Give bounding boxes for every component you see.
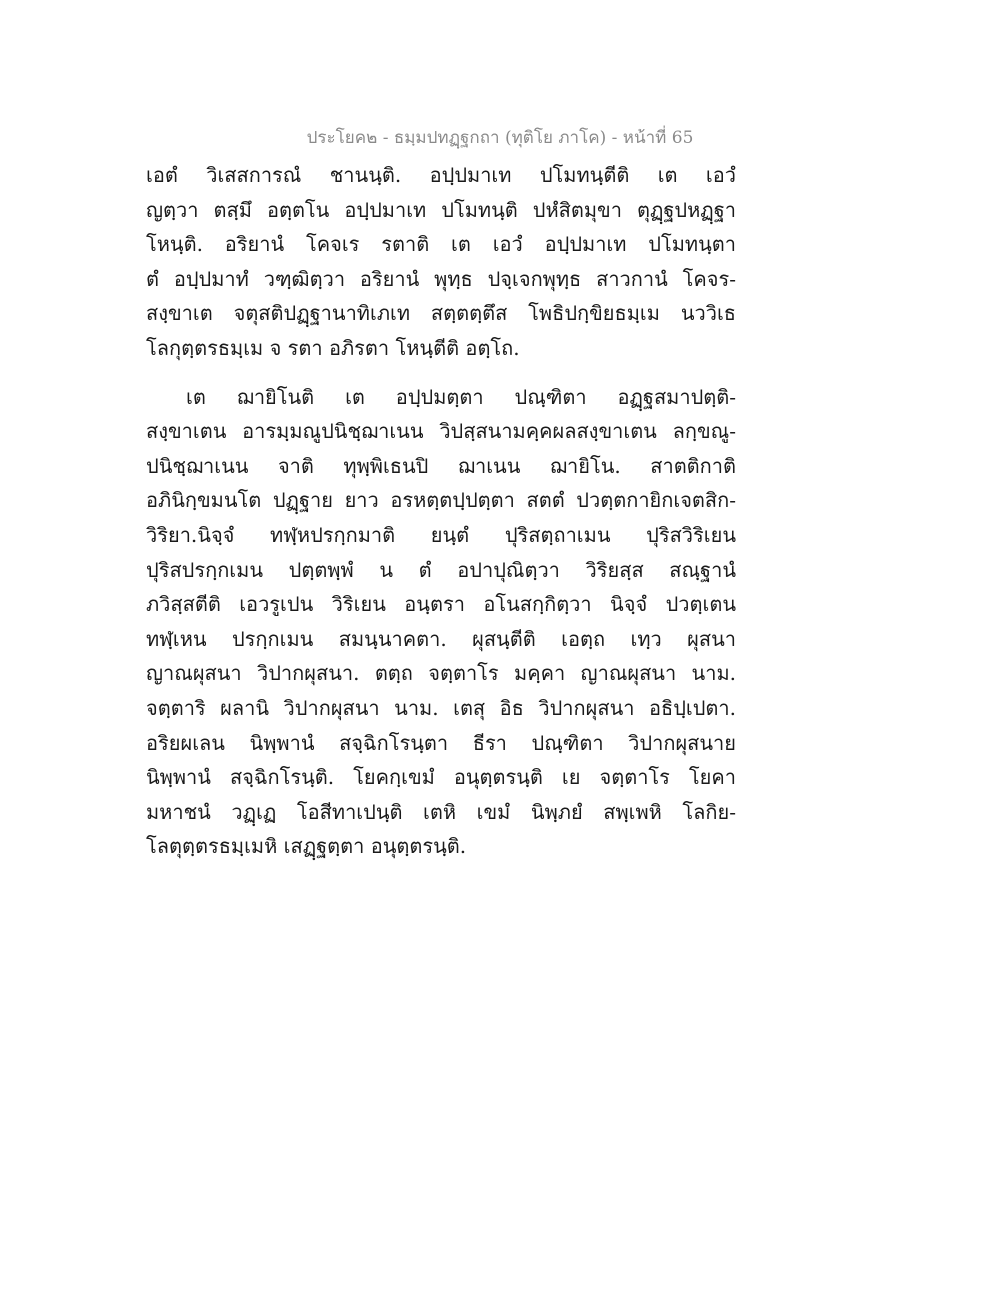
text-line: สงฺขาเต จตุสติปฏฺฐานาทิเภเท สตฺตตฺตึส โพธิปกฺขิยธมฺเม นววิเธ: [146, 301, 736, 326]
text-line: ญาณผุสนา วิปากผุสนา. ตตฺถ จตฺตาโร มคฺคา ญาณผุสนา นาม.: [146, 661, 736, 686]
text-line: โลกุตฺตรธมฺเม จ รตา อภิรตา โหนฺตีติ อตฺโถ.: [146, 335, 520, 360]
text-line: โลตุตฺตรธมฺเมหิ เสฏฺฐตฺตา อนุตฺตรนฺติ.: [146, 834, 467, 859]
text-line: ภวิสฺสตีติ เอวรูเปน วิริเยน อนฺตรา อโนสกฺกิตฺวา นิจฺจํ ปวตฺเตน: [146, 592, 736, 617]
body-text: [146, 158, 736, 864]
text-line: วิริยา.นิจฺจํ ทฬฺหปรกฺกมาติ ยนฺตํ ปุริสตฺถาเมน ปุริสวิริเยน: [146, 522, 736, 547]
paragraph-gap: [146, 366, 736, 380]
paragraph-2: [146, 380, 736, 864]
text-line: จตฺตาริ ผลานิ วิปากผุสนา นาม. เตสุ อิธ วิปากผุสนา อธิปฺเปตา.: [146, 695, 736, 720]
text-line: เอตํ วิเสสการณํ ชานนฺติ. อปฺปมาเท ปโมทนฺตีติ เต เอวํ: [146, 163, 736, 187]
paragraph-1: [146, 158, 736, 366]
text-line: มหาชนํ วฏฺเฏ โอสีทาเปนฺติ เตหิ เขมํ นิพฺภยํ สพฺเพหิ โลกิย-: [146, 799, 736, 824]
running-header: ประโยค๒ - ธมฺมปทฏฺฐกถา (ทุติโย ภาโค) - หน้าที่ 65: [306, 128, 694, 148]
text-line: ตํ อปฺปมาทํ วฑฺฒิตฺวา อริยานํ พุทฺธ ปจฺเจกพุทฺธ สาวกานํ โคจร-: [146, 266, 736, 291]
text-line: อภินิกฺขมนโต ปฏฺฐาย ยาว อรหตฺตปฺปตฺตา สตตํ ปวตฺตกายิกเจตสิก-: [146, 488, 736, 513]
text-line: เต ฌายิโนติ เต อปฺปมตฺตา ปณฺฑิตา อฏฺฐสมาปตฺติ-: [186, 384, 736, 409]
text-line: ปุริสปรกฺกเมน ปตฺตพฺพํ น ตํ อปาปุณิตฺวา วิริยสฺส สณฺฐานํ: [146, 557, 736, 582]
text-line: ปนิชฺฌาเนน จาติ ทุพฺพิเธนปิ ฌาเนน ฌายิโน. สาตติกาติ: [146, 453, 736, 478]
text-line: โหนฺติ. อริยานํ โคจเร รตาติ เต เอวํ อปฺปมาเท ปโมทนฺตา: [146, 232, 736, 257]
text-line: นิพฺพานํ สจฺฉิกโรนฺติ. โยคกฺเขมํ อนุตฺตรนฺติ เย จตฺตาโร โยคา: [146, 765, 736, 790]
text-line: ทฬฺเหน ปรกฺกเมน สมนฺนาคตา. ผุสนฺตีติ เอตฺถ เทฺว ผุสนา: [146, 626, 736, 651]
text-line: สงฺขาเตน อารมฺมณูปนิชฺฌาเนน วิปสฺสนามคฺคผลสงฺขาเตน ลกฺขณู-: [146, 419, 736, 444]
text-line: ญตฺวา ตสฺมึ อตฺตโน อปฺปมาเท ปโมทนฺติ ปหํสิตมุขา ตุฏฺฐปหฏฺฐา: [146, 197, 736, 222]
text-line: อริยผเลน นิพฺพานํ สจฺฉิกโรนฺตา ธีรา ปณฺฑิตา วิปากผุสนาย: [146, 730, 736, 755]
